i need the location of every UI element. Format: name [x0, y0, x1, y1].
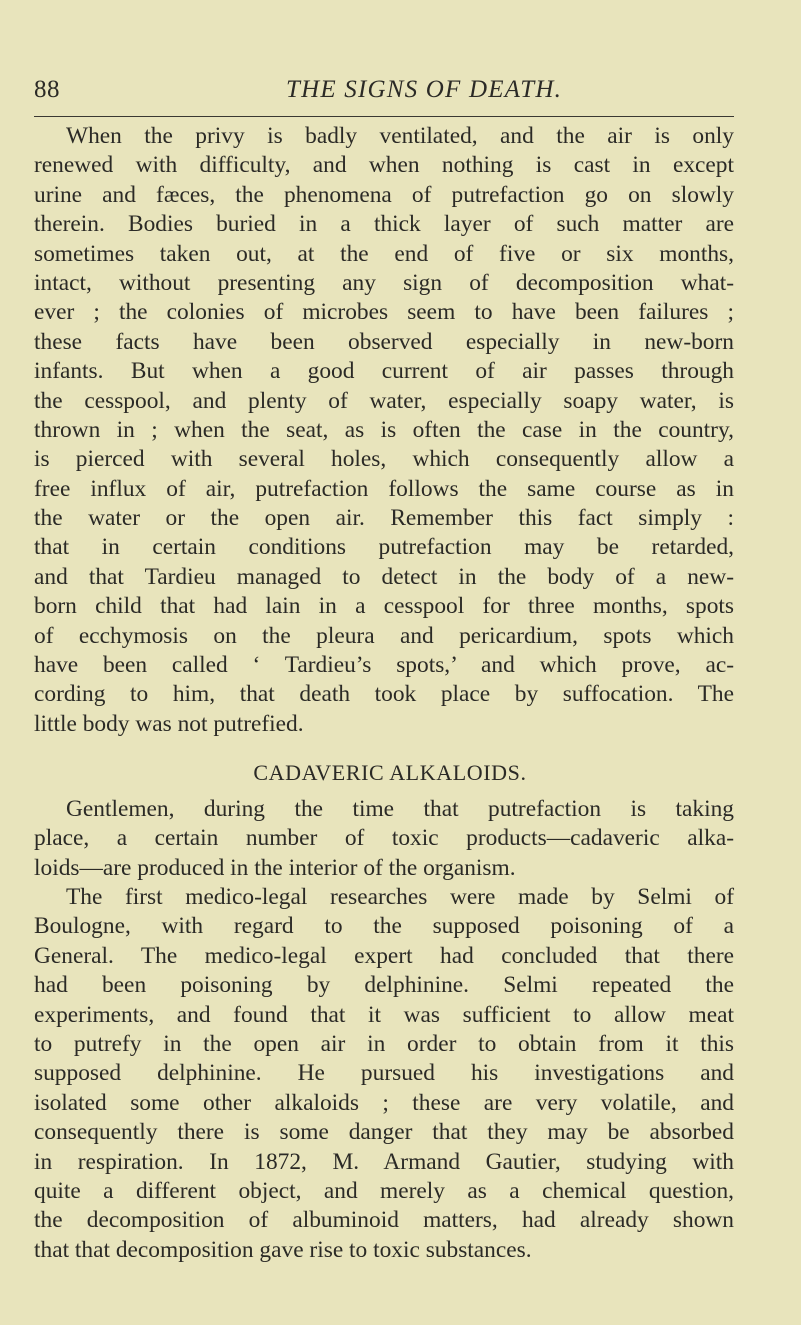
- running-title: THE SIGNS OF DEATH.: [286, 76, 563, 103]
- text-line: cording to him, that death took place by suffocation. The: [34, 681, 734, 708]
- text-line: ever ; the colonies of microbes seem to have been failures ;: [34, 299, 734, 326]
- text-line: in respiration. In 1872, M. Armand Gautier, studying with: [34, 1148, 734, 1175]
- text-line: quite a different object, and merely as a chemical question,: [34, 1177, 734, 1204]
- text-line: have been called ‘ Tardieu’s spots,’ and which prove, ac-: [34, 652, 734, 679]
- section-heading: CADAVERIC ALKALOIDS.: [253, 760, 527, 785]
- text-line: thrown in ; when the seat, as is often the case in the country,: [34, 416, 734, 443]
- text-line: The first medico-legal researches were made by Selmi of: [66, 884, 734, 910]
- text-line: loids—are produced in the interior of the organism.: [34, 854, 516, 881]
- text-line: the water or the open air. Remember this fact simply :: [34, 505, 734, 532]
- text-line: sometimes taken out, at the end of five or six months,: [34, 240, 734, 267]
- text-line: the cesspool, and plenty of water, especially soapy water, is: [34, 387, 734, 414]
- text-line: and that Tardieu managed to detect in the body of a new-: [34, 563, 734, 590]
- text-line: these facts have been observed especially in new-born: [34, 328, 734, 355]
- paragraph-privy-putrefaction: [34, 122, 734, 739]
- text-line: supposed delphinine. He pursued his investigations and: [34, 1060, 734, 1087]
- text-line: place, a certain number of toxic products—cadaveric alka-: [34, 825, 734, 852]
- text-line: free influx of air, putrefaction follows the same course as in: [34, 475, 734, 502]
- text-line: that that decomposition gave rise to toxic substances.: [34, 1236, 532, 1263]
- text-line: urine and fæces, the phenomena of putrefaction go on slowly: [34, 181, 734, 208]
- text-line: intact, without presenting any sign of decomposition what-: [34, 269, 734, 296]
- text-line: Boulogne, with regard to the supposed poisoning of a: [34, 913, 734, 940]
- text-line: to putrefy in the open air in order to obtain from it this: [34, 1030, 734, 1057]
- paragraph-selmi-researches: [34, 883, 734, 1265]
- text-line: When the privy is badly ventilated, and the air is only: [66, 123, 734, 149]
- text-line: consequently there is some danger that they may be absorbed: [34, 1119, 734, 1146]
- paragraph-cadaveric-alkaloids: [34, 795, 734, 883]
- text-line: therein. Bodies buried in a thick layer of such matter are: [34, 211, 734, 238]
- text-line: Gentlemen, during the time that putrefaction is taking: [66, 796, 734, 822]
- text-line: little body was not putrefied.: [34, 710, 304, 737]
- text-line: the decomposition of albuminoid matters, had already shown: [34, 1207, 734, 1234]
- text-line: General. The medico-legal expert had concluded that there: [34, 942, 734, 969]
- text-line: isolated some other alkaloids ; these are very volatile, and: [34, 1089, 734, 1116]
- text-line: had been poisoning by delphinine. Selmi repeated the: [34, 972, 734, 999]
- text-line: is pierced with several holes, which consequently allow a: [34, 446, 734, 473]
- text-line: born child that had lain in a cesspool for three months, spots: [34, 593, 734, 620]
- text-line: experiments, and found that it was sufficient to allow meat: [34, 1001, 734, 1028]
- text-line: of ecchymosis on the pleura and pericardium, spots which: [34, 622, 734, 649]
- text-line: infants. But when a good current of air passes through: [34, 358, 734, 385]
- text-line: renewed with difficulty, and when nothing is cast in except: [34, 152, 734, 179]
- page-number: 88: [34, 76, 60, 103]
- header-rule: [34, 116, 734, 117]
- text-line: that in certain conditions putrefaction may be retarded,: [34, 534, 734, 561]
